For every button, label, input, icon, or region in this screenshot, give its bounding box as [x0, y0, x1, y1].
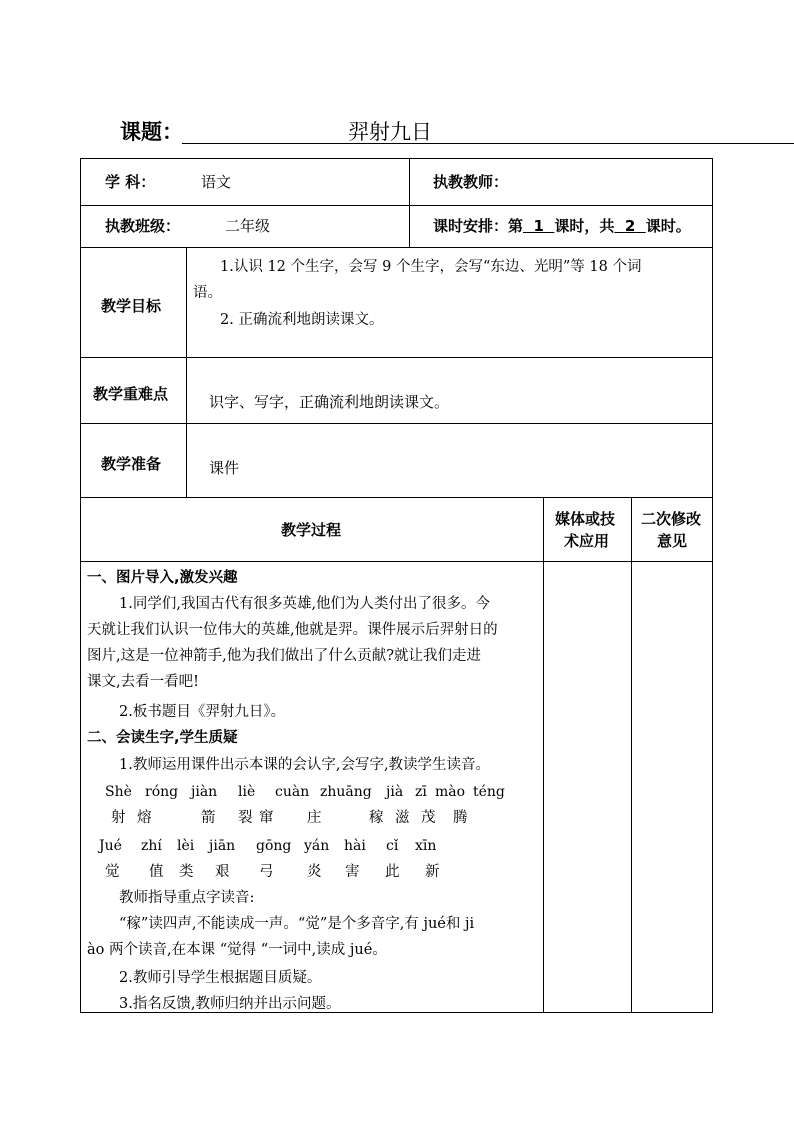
- character: 艰: [215, 864, 230, 880]
- character: 弓: [259, 864, 274, 880]
- row-divider: [81, 423, 712, 424]
- subject-label: 学 科：: [105, 173, 156, 191]
- paragraph: 2.板书题目《羿射九日》。: [119, 704, 286, 720]
- schedule-label: 课时安排：第: [433, 217, 524, 235]
- character: 腾: [453, 810, 468, 826]
- col-divider: [409, 159, 410, 247]
- paragraph: 课文,去看一看吧!: [87, 674, 199, 690]
- schedule-current-value: 1: [533, 217, 544, 235]
- character: 射: [111, 810, 126, 826]
- row-divider: [81, 357, 712, 358]
- character: 此: [385, 864, 400, 880]
- pinyin: zhí: [141, 838, 162, 854]
- row-divider: [81, 205, 712, 206]
- revise-header-2: 意见: [657, 532, 688, 550]
- character: 类: [179, 864, 194, 880]
- media-header-1: 媒体或技: [555, 510, 616, 528]
- pinyin: Shè: [105, 784, 132, 800]
- pinyin: gōng: [256, 838, 292, 854]
- pinyin: jiàn: [191, 784, 218, 800]
- pinyin: jià: [386, 784, 404, 800]
- lesson-plan-table: [80, 158, 713, 1013]
- character: 觉: [105, 864, 120, 880]
- character: 滋: [395, 810, 410, 826]
- character: 茂: [421, 810, 436, 826]
- pinyin: zī: [415, 784, 427, 800]
- goals-line-2: 语。: [193, 285, 222, 301]
- process-header: 教学过程: [281, 521, 342, 539]
- paragraph: 3.指名反馈,教师归纳并出示问题。: [119, 996, 341, 1012]
- pinyin: yán: [304, 838, 330, 854]
- pinyin: mào: [435, 784, 466, 800]
- pinyin: xīn: [415, 838, 437, 854]
- paragraph: “稼”读四声,不能读成一声。“觉”是个多音字,有 jué和 ji: [119, 916, 475, 932]
- character: 新: [425, 864, 440, 880]
- prep-label: 教学准备: [101, 455, 162, 473]
- schedule-current: [523, 217, 554, 235]
- schedule: [433, 219, 691, 234]
- paragraph: 1.教师运用课件出示本课的会认字,会写字,教读学生读音。: [119, 757, 491, 773]
- goals-label: 教学目标: [101, 297, 162, 315]
- media-header-2: 术应用: [564, 532, 610, 550]
- character: 窜: [259, 810, 274, 826]
- teacher-label: 执教教师：: [433, 173, 509, 191]
- paragraph: ào 两个读音,在本课 “觉得 “一词中,读成 jué。: [87, 942, 387, 958]
- pinyin: lèi: [177, 838, 195, 854]
- keypoints-text: 识字、写字，正确流利地朗读课文。: [209, 393, 450, 411]
- class-value: 二年级: [225, 217, 271, 235]
- paragraph: 图片,这是一位神箭手,他为我们做出了什么贡献?就让我们走进: [87, 648, 481, 664]
- row-divider: [81, 247, 712, 248]
- pinyin: liè: [238, 784, 256, 800]
- schedule-total: [614, 217, 645, 235]
- schedule-mid: 课时，共: [554, 217, 615, 235]
- title-row: [120, 112, 680, 148]
- paragraph: 教师指导重点字读音:: [119, 890, 255, 906]
- row-divider: [81, 497, 712, 498]
- row-divider: [81, 561, 712, 562]
- col-divider: [631, 497, 632, 1013]
- pinyin: róng: [145, 784, 179, 800]
- paragraph: 天就让我们认识一位伟大的英雄,他就是羿。课件展示后羿射日的: [87, 622, 498, 638]
- class-label: 执教班级：: [105, 217, 181, 235]
- page-title: 羿射九日: [348, 120, 432, 144]
- paragraph: 1.同学们,我国古代有很多英雄,他们为人类付出了很多。今: [119, 596, 491, 612]
- character: 害: [345, 864, 360, 880]
- pinyin: jiān: [209, 838, 236, 854]
- pinyin: cǐ: [386, 838, 399, 854]
- section-heading-2: 二、会读生字,学生质疑: [87, 730, 238, 746]
- revise-header-1: 二次修改: [641, 510, 702, 528]
- schedule-end: 课时。: [645, 217, 691, 235]
- title-underline: [182, 143, 794, 144]
- pinyin: Jué: [99, 838, 122, 854]
- keypoints-label: 教学重难点: [93, 385, 169, 403]
- pinyin: hài: [344, 838, 366, 854]
- paragraph: 2.教师引导学生根据题目质疑。: [119, 970, 322, 986]
- character: 炎: [307, 864, 322, 880]
- character: 熔: [137, 810, 152, 826]
- subject-value: 语文: [201, 173, 232, 191]
- section-heading-1: 一、图片导入,激发兴趣: [87, 570, 238, 586]
- pinyin: zhuāng: [320, 784, 372, 800]
- prep-text: 课件: [209, 459, 240, 477]
- character: 庄: [307, 810, 322, 826]
- col-divider: [543, 497, 544, 1013]
- character: 箭: [201, 810, 216, 826]
- pinyin: téng: [473, 784, 505, 800]
- col-divider: [186, 247, 187, 497]
- schedule-total-value: 2: [624, 217, 636, 235]
- pinyin: cuàn: [275, 784, 310, 800]
- title-label: 课题：: [120, 120, 183, 144]
- character: 裂: [238, 810, 253, 826]
- character: 稼: [369, 810, 384, 826]
- goals-line-1: 1.认识 12 个生字，会写 9 个生字，会写“东边、光明”等 18 个词: [220, 259, 642, 275]
- goals-line-3: 2. 正确流利地朗读课文。: [220, 312, 384, 328]
- character: 值: [149, 864, 164, 880]
